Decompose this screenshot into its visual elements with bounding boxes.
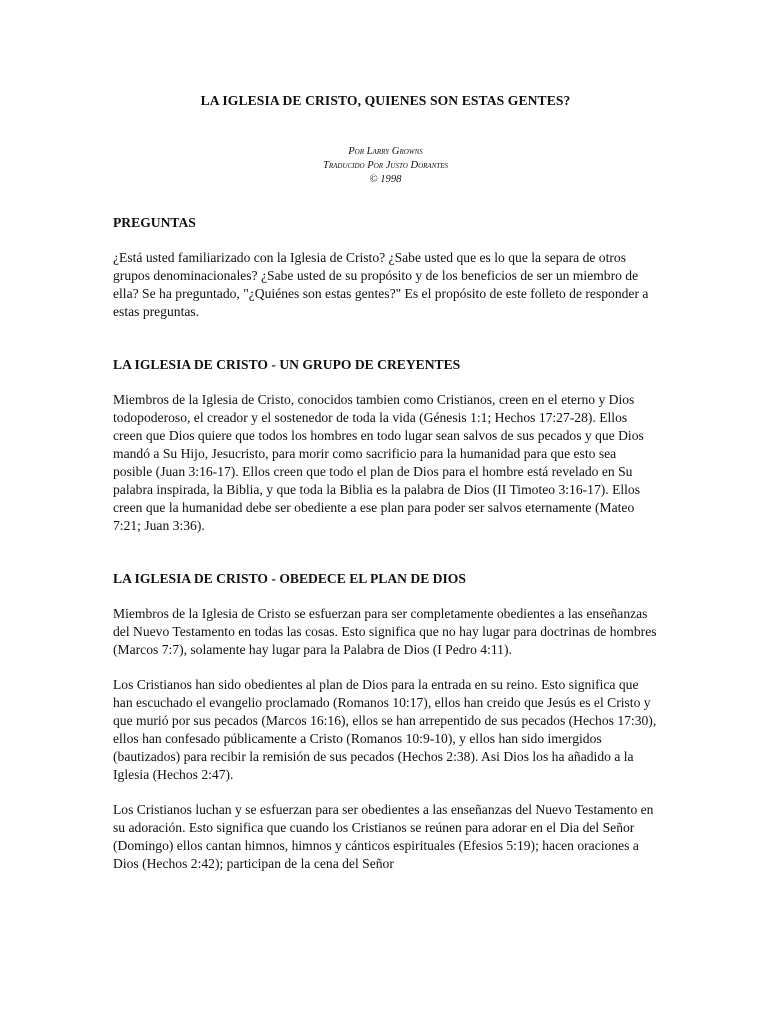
section-heading-grupo-de-creyentes: LA IGLESIA DE CRISTO - UN GRUPO DE CREYENTES <box>113 357 461 372</box>
section-heading-preguntas: PREGUNTAS <box>113 215 196 230</box>
section-heading-obedece-el-plan: LA IGLESIA DE CRISTO - OBEDECE EL PLAN DE DIOS <box>113 571 466 586</box>
author-line: Por Larry Growns <box>348 146 423 157</box>
paragraph-preguntas: ¿Está usted familiarizado con la Iglesia de Cristo? ¿Sabe usted que es lo que la separa de otros grupos denominacionales? ¿Sabe usted de su propósito y de los beneficios de ser un miembro de ella? Se ha preguntado, "¿Quiénes son estas gentes?" Es el propósito de este folleto de responder a estas preguntas. <box>113 250 649 319</box>
paragraph-obedece-1: Miembros de la Iglesia de Cristo se esfuerzan para ser completamente obedientes a las enseñanzas del Nuevo Testamento en todas las cosas. Esto significa que no hay lugar para doctrinas de hombres (Marcos 7:7), solamente hay lugar para la Palabra de Dios (I Pedro 4:11). <box>113 606 657 657</box>
byline <box>113 145 658 187</box>
paragraph-obedece-3: Los Cristianos luchan y se esfuerzan para ser obedientes a las enseñanzas del Nuevo Testamento en su adoración. Esto significa que cuando los Cristianos se reúnen para adorar en el Dia del Señor (Domingo) ellos cantan himnos, himnos y cánticos espirituales (Efesios 5:19); hacen oraciones a Dios (Hechos 2:42); participan de la cena del Señor <box>113 802 654 871</box>
paragraph-grupo-de-creyentes: Miembros de la Iglesia de Cristo, conocidos tambien como Cristianos, creen en el eterno y Dios todopoderoso, el creador y el sostenedor de toda la vida (Génesis 1:1; Hechos 17:27-28). Ellos creen que Dios quiere que todos los hombres en todo lugar sean salvos de sus pecados y que Dios mandó a Su Hijo, Jesucristo, para morir como sacrificio para la humanidad para que esto sea posible (Juan 3:16-17). Ellos creen que todo el plan de Dios para el hombre está revelado en Su palabra inspirada, la Biblia, y que toda la Biblia es la palabra de Dios (II Timoteo 3:16-17). Ellos creen que la humanidad debe ser obediente a ese plan para poder ser salvos eternamente (Mateo 7:21; Juan 3:36). <box>113 392 644 533</box>
paragraph-obedece-2: Los Cristianos han sido obedientes al plan de Dios para la entrada en su reino. Esto significa que han escuchado el evangelio proclamado (Romanos 10:17), ellos han creido que Jesús es el Cristo y que murió por sus pecados (Marcos 16:16), ellos se han arrepentido de sus pecados (Hechos 17:30), ellos han confesado públicamente a Cristo (Romanos 10:9-10), y ellos han sido imergidos (bautizados) para recibir la remisión de sus pecados (Hechos 2:38). Asi Dios los ha añadido a la Iglesia (Hechos 2:47). <box>113 677 657 782</box>
translator-line: Traducido Por Justo Dorantes <box>322 160 449 171</box>
copyright-line: © 1998 <box>369 174 402 185</box>
document-title: LA IGLESIA DE CRISTO, QUIENES SON ESTAS GENTES? <box>200 93 571 108</box>
document-body <box>113 92 658 873</box>
